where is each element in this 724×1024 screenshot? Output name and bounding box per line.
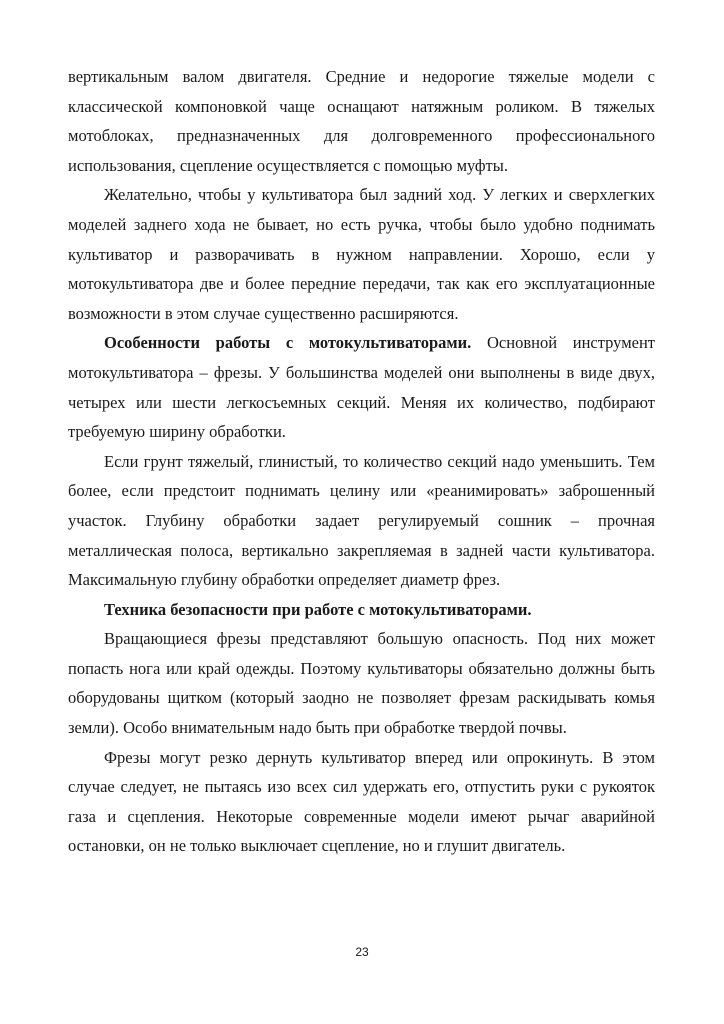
paragraph-heavy-soil: Если грунт тяжелый, глинистый, то количество секций надо уменьшить. Тем более, если предстоит поднимать целину или «реанимировать» заброшенный участок. Глубину обработки задает регулируемый сошник – прочная металлическая полоса, вертикально закрепляемая в задней части культиватора. Максимальную глубину обработки определяет диаметр фрез.: [68, 451, 655, 590]
paragraph-lead-heading: Особенности работы с мотокультиваторами.: [104, 333, 472, 353]
page-number: 23: [355, 945, 369, 959]
section-heading-safety: Техника безопасности при работе с мотокультиваторами.: [104, 599, 532, 619]
paragraph-emergency-stop: Фрезы могут резко дернуть культиватор вперед или опрокинуть. В этом случае следует, не пытаясь изо всех сил удержать его, отпустить руки с рукояток газа и сцепления. Некоторые современные модели имеют рычаг аварийной остановки, он не только выключает сцепление, но и глушит двигатель.: [68, 747, 655, 856]
paragraph-features: [68, 328, 655, 446]
paragraph-rotating-tillers: Вращающиеся фрезы представляют большую опасность. Под них может попасть нога или край одежды. Поэтому культиваторы обязательно должны быть оборудованы щитком (который заодно не позволяет фрезам раскидывать комья земли). Особо внимательным надо быть при обработке твердой почвы.: [68, 629, 655, 738]
paragraph-features-text: Основной инструмент мотокультиватора – фрезы. У большинства моделей они выполнены в виде двух, четырех или шести легкосъемных секций. Меняя их количество, подбирают требуемую ширину обработки.: [68, 333, 655, 442]
paragraph-reverse-gear: Желательно, чтобы у культиватора был задний ход. У легких и сверхлегких моделей заднего хода не бывает, но есть ручка, чтобы было удобно поднимать культиватор и разворачивать в нужном направлении. Хорошо, если у мотокультиватора две и более передние передачи, так как его эксплуатационные возможности в этом случае существенно расширяются.: [68, 185, 655, 323]
page-body: [68, 62, 655, 861]
paragraph-continuation: вертикальным валом двигателя. Средние и недорогие тяжелые модели с классической компоновкой чаще оснащают натяжным роликом. В тяжелых мотоблоках, предназначенных для долговременного профессионального использования, сцепление осуществляется с помощью муфты.: [68, 67, 655, 175]
